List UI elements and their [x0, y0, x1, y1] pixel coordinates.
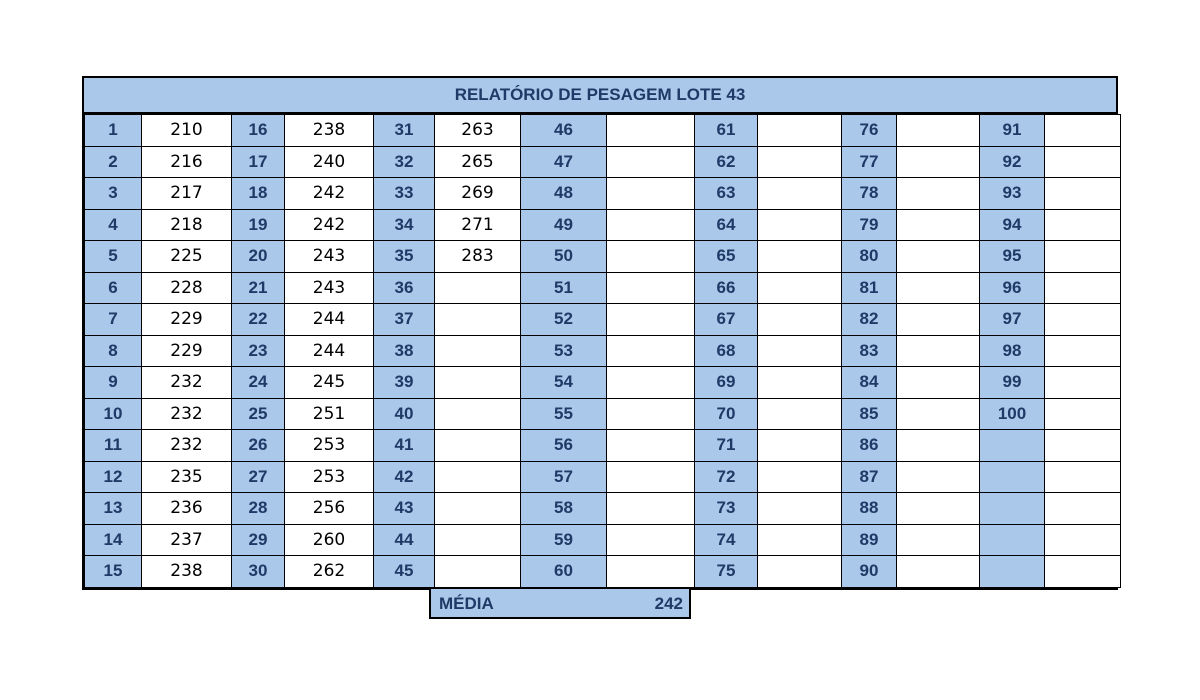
sample-weight — [607, 430, 695, 462]
sample-number: 7 — [85, 304, 142, 336]
sample-number: 57 — [521, 461, 607, 493]
sample-weight — [758, 430, 842, 462]
sample-number: 95 — [980, 241, 1045, 273]
sample-weight — [435, 430, 521, 462]
sample-number: 14 — [85, 524, 142, 556]
sample-weight — [758, 493, 842, 525]
sample-weight — [607, 398, 695, 430]
sample-weight — [607, 209, 695, 241]
sample-weight: 240 — [285, 146, 374, 178]
average-value: 242 — [654, 594, 683, 613]
sample-number: 66 — [695, 272, 758, 304]
sample-weight — [758, 115, 842, 147]
sample-number: 89 — [842, 524, 897, 556]
sample-number: 60 — [521, 556, 607, 588]
table-row — [85, 367, 1121, 399]
sample-number: 28 — [232, 493, 285, 525]
sample-number: 46 — [521, 115, 607, 147]
table-row — [85, 241, 1121, 273]
sample-number: 16 — [232, 115, 285, 147]
sample-number: 18 — [232, 178, 285, 210]
table-row — [85, 398, 1121, 430]
sample-number: 56 — [521, 430, 607, 462]
sample-weight: 242 — [285, 178, 374, 210]
sample-number: 19 — [232, 209, 285, 241]
sample-weight — [607, 524, 695, 556]
sample-weight — [897, 304, 980, 336]
sample-number: 11 — [85, 430, 142, 462]
sample-weight — [758, 524, 842, 556]
sample-number: 43 — [374, 493, 435, 525]
sample-weight — [607, 115, 695, 147]
sample-weight: 225 — [142, 241, 232, 273]
sample-weight — [1045, 209, 1121, 241]
empty-number-cell — [980, 430, 1045, 462]
sample-number: 26 — [232, 430, 285, 462]
sample-number: 32 — [374, 146, 435, 178]
sample-weight: 210 — [142, 115, 232, 147]
sample-number: 45 — [374, 556, 435, 588]
sample-number: 6 — [85, 272, 142, 304]
sample-weight: 237 — [142, 524, 232, 556]
sample-number: 10 — [85, 398, 142, 430]
sample-weight — [897, 524, 980, 556]
sample-weight: 283 — [435, 241, 521, 273]
sample-weight: 269 — [435, 178, 521, 210]
sample-number: 24 — [232, 367, 285, 399]
sample-number: 30 — [232, 556, 285, 588]
sample-number: 74 — [695, 524, 758, 556]
sample-number: 47 — [521, 146, 607, 178]
sample-weight — [607, 241, 695, 273]
sample-weight: 263 — [435, 115, 521, 147]
sample-weight — [758, 146, 842, 178]
sample-weight — [607, 556, 695, 588]
table-row — [85, 272, 1121, 304]
sample-number: 35 — [374, 241, 435, 273]
table-row — [85, 493, 1121, 525]
sample-number: 44 — [374, 524, 435, 556]
sample-weight — [607, 493, 695, 525]
sample-number: 88 — [842, 493, 897, 525]
table-row — [85, 430, 1121, 462]
sample-weight — [897, 367, 980, 399]
sample-weight: 251 — [285, 398, 374, 430]
empty-number-cell — [980, 493, 1045, 525]
sample-number: 22 — [232, 304, 285, 336]
table-row — [85, 556, 1121, 588]
sample-number: 40 — [374, 398, 435, 430]
average-label: MÉDIA — [439, 594, 494, 613]
sample-number: 78 — [842, 178, 897, 210]
sample-number: 87 — [842, 461, 897, 493]
sample-number: 3 — [85, 178, 142, 210]
sample-weight — [435, 493, 521, 525]
sample-weight — [897, 398, 980, 430]
sample-number: 31 — [374, 115, 435, 147]
table-row — [85, 461, 1121, 493]
sample-number: 99 — [980, 367, 1045, 399]
weighing-report-table — [82, 76, 1118, 590]
report-title: RELATÓRIO DE PESAGEM LOTE 43 — [84, 78, 1116, 114]
sample-weight: 244 — [285, 335, 374, 367]
sample-number: 92 — [980, 146, 1045, 178]
sample-weight: 216 — [142, 146, 232, 178]
sample-weight: 235 — [142, 461, 232, 493]
sample-number: 80 — [842, 241, 897, 273]
weights-grid — [84, 114, 1121, 588]
sample-number: 55 — [521, 398, 607, 430]
sample-number: 90 — [842, 556, 897, 588]
sample-number: 71 — [695, 430, 758, 462]
sample-number: 59 — [521, 524, 607, 556]
sample-weight: 243 — [285, 241, 374, 273]
sample-weight: 243 — [285, 272, 374, 304]
sample-number: 27 — [232, 461, 285, 493]
sample-number: 75 — [695, 556, 758, 588]
sample-weight: 238 — [142, 556, 232, 588]
sample-weight: 271 — [435, 209, 521, 241]
sample-number: 38 — [374, 335, 435, 367]
sample-weight — [1045, 241, 1121, 273]
sample-weight — [758, 241, 842, 273]
sample-weight — [435, 398, 521, 430]
sample-number: 61 — [695, 115, 758, 147]
sample-weight — [435, 524, 521, 556]
sample-weight — [607, 146, 695, 178]
sample-number: 94 — [980, 209, 1045, 241]
sample-number: 54 — [521, 367, 607, 399]
sample-number: 48 — [521, 178, 607, 210]
sample-weight: 218 — [142, 209, 232, 241]
sample-number: 52 — [521, 304, 607, 336]
sample-number: 97 — [980, 304, 1045, 336]
sample-weight — [435, 272, 521, 304]
sample-weight: 256 — [285, 493, 374, 525]
sample-weight: 244 — [285, 304, 374, 336]
sample-number: 100 — [980, 398, 1045, 430]
sample-weight: 232 — [142, 430, 232, 462]
sample-number: 9 — [85, 367, 142, 399]
sample-number: 51 — [521, 272, 607, 304]
sample-weight — [897, 335, 980, 367]
sample-weight: 232 — [142, 398, 232, 430]
sample-weight — [897, 178, 980, 210]
sample-weight — [897, 241, 980, 273]
sample-weight — [607, 367, 695, 399]
sample-weight — [1045, 115, 1121, 147]
sample-weight — [758, 556, 842, 588]
sample-weight — [758, 461, 842, 493]
sample-weight — [897, 146, 980, 178]
sample-weight — [897, 556, 980, 588]
average-box — [429, 587, 691, 619]
sample-number: 70 — [695, 398, 758, 430]
sample-weight — [1045, 272, 1121, 304]
sample-weight — [1045, 146, 1121, 178]
sample-number: 81 — [842, 272, 897, 304]
sample-number: 36 — [374, 272, 435, 304]
sample-number: 79 — [842, 209, 897, 241]
sample-weight: 253 — [285, 461, 374, 493]
sample-weight — [897, 115, 980, 147]
sample-weight — [897, 493, 980, 525]
sample-weight — [758, 178, 842, 210]
sample-number: 25 — [232, 398, 285, 430]
table-row — [85, 209, 1121, 241]
sample-number: 15 — [85, 556, 142, 588]
sample-number: 85 — [842, 398, 897, 430]
empty-weight-cell — [1045, 430, 1121, 462]
sample-number: 63 — [695, 178, 758, 210]
sample-weight — [435, 367, 521, 399]
sample-weight — [1045, 335, 1121, 367]
sample-weight: 262 — [285, 556, 374, 588]
sample-number: 86 — [842, 430, 897, 462]
sample-weight — [758, 335, 842, 367]
sample-number: 96 — [980, 272, 1045, 304]
sample-number: 20 — [232, 241, 285, 273]
sample-weight — [897, 272, 980, 304]
sample-weight — [1045, 178, 1121, 210]
empty-number-cell — [980, 556, 1045, 588]
sample-weight — [1045, 398, 1121, 430]
sample-number: 29 — [232, 524, 285, 556]
sample-weight: 229 — [142, 335, 232, 367]
sample-weight: 228 — [142, 272, 232, 304]
sample-weight — [758, 367, 842, 399]
sample-number: 21 — [232, 272, 285, 304]
table-row — [85, 524, 1121, 556]
empty-weight-cell — [1045, 524, 1121, 556]
sample-number: 23 — [232, 335, 285, 367]
sample-number: 42 — [374, 461, 435, 493]
table-row — [85, 115, 1121, 147]
sample-weight — [607, 272, 695, 304]
sample-weight — [758, 209, 842, 241]
sample-number: 62 — [695, 146, 758, 178]
sample-weight: 217 — [142, 178, 232, 210]
sample-number: 98 — [980, 335, 1045, 367]
sample-number: 41 — [374, 430, 435, 462]
sample-weight: 236 — [142, 493, 232, 525]
sample-number: 53 — [521, 335, 607, 367]
sample-number: 49 — [521, 209, 607, 241]
sample-number: 93 — [980, 178, 1045, 210]
sample-number: 68 — [695, 335, 758, 367]
sample-number: 64 — [695, 209, 758, 241]
sample-weight — [435, 461, 521, 493]
sample-weight — [607, 335, 695, 367]
sample-weight: 229 — [142, 304, 232, 336]
sample-number: 91 — [980, 115, 1045, 147]
sample-number: 13 — [85, 493, 142, 525]
sample-number: 39 — [374, 367, 435, 399]
sample-weight: 265 — [435, 146, 521, 178]
sample-weight — [897, 209, 980, 241]
sample-weight: 260 — [285, 524, 374, 556]
sample-number: 77 — [842, 146, 897, 178]
sample-weight: 238 — [285, 115, 374, 147]
table-row — [85, 146, 1121, 178]
sample-weight — [435, 556, 521, 588]
sample-number: 4 — [85, 209, 142, 241]
table-row — [85, 178, 1121, 210]
sample-number: 37 — [374, 304, 435, 336]
sample-number: 2 — [85, 146, 142, 178]
empty-number-cell — [980, 461, 1045, 493]
table-row — [85, 304, 1121, 336]
empty-number-cell — [980, 524, 1045, 556]
sample-weight — [758, 304, 842, 336]
sample-number: 50 — [521, 241, 607, 273]
sample-weight — [897, 430, 980, 462]
sample-number: 12 — [85, 461, 142, 493]
sample-number: 83 — [842, 335, 897, 367]
sample-number: 65 — [695, 241, 758, 273]
sample-weight — [607, 461, 695, 493]
empty-weight-cell — [1045, 556, 1121, 588]
sample-number: 1 — [85, 115, 142, 147]
sample-number: 76 — [842, 115, 897, 147]
sample-weight — [1045, 304, 1121, 336]
sample-number: 73 — [695, 493, 758, 525]
sample-weight: 245 — [285, 367, 374, 399]
table-row — [85, 335, 1121, 367]
sample-weight — [607, 178, 695, 210]
sample-number: 82 — [842, 304, 897, 336]
sample-weight: 232 — [142, 367, 232, 399]
sample-weight: 253 — [285, 430, 374, 462]
sample-weight — [758, 398, 842, 430]
empty-weight-cell — [1045, 461, 1121, 493]
sample-number: 8 — [85, 335, 142, 367]
empty-weight-cell — [1045, 493, 1121, 525]
sample-number: 34 — [374, 209, 435, 241]
sample-weight — [607, 304, 695, 336]
sample-weight — [435, 304, 521, 336]
sample-number: 58 — [521, 493, 607, 525]
sample-number: 5 — [85, 241, 142, 273]
sample-number: 72 — [695, 461, 758, 493]
sample-weight — [1045, 367, 1121, 399]
sample-number: 33 — [374, 178, 435, 210]
sample-weight — [897, 461, 980, 493]
sample-number: 17 — [232, 146, 285, 178]
sample-number: 84 — [842, 367, 897, 399]
sample-weight — [758, 272, 842, 304]
sample-number: 67 — [695, 304, 758, 336]
sample-weight — [435, 335, 521, 367]
sample-weight: 242 — [285, 209, 374, 241]
sample-number: 69 — [695, 367, 758, 399]
